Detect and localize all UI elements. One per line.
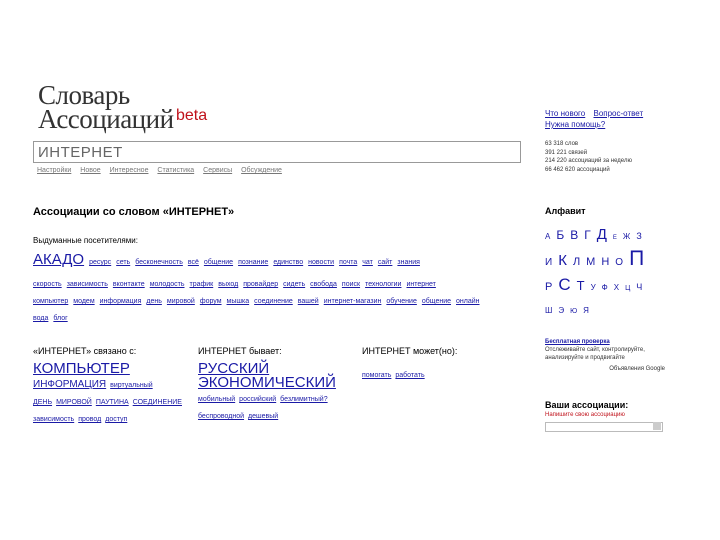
alphabet-letter-link[interactable]: Е (612, 235, 617, 241)
association-link[interactable]: вашей (297, 298, 319, 305)
alphabet-letter-link[interactable]: У (590, 283, 596, 292)
connected-heading: «ИНТЕРНЕТ» связано с: (33, 346, 137, 356)
alphabet-heading: Алфавит (545, 206, 586, 216)
your-associations-hint: Напишите свою ассоциацию (545, 412, 625, 418)
alphabet-letter-link[interactable]: З (636, 231, 642, 241)
association-link[interactable]: интернет (406, 281, 436, 288)
association-link[interactable]: познание (238, 259, 269, 266)
association-link[interactable]: АКАДО (33, 251, 85, 268)
association-link[interactable]: свобода (310, 281, 337, 288)
association-link[interactable]: общение (203, 259, 234, 266)
connected-word-link[interactable]: провод (78, 416, 102, 423)
association-link[interactable]: трафик (189, 281, 214, 288)
connected-list (33, 362, 193, 427)
association-link[interactable]: обучение (386, 298, 417, 305)
ad-link[interactable]: Бесплатная проверка (545, 339, 610, 345)
connected-word-link[interactable]: СОЕДИНЕНИЕ (132, 399, 182, 406)
association-link[interactable]: бесконечность (135, 259, 183, 266)
alphabet-letter-link[interactable]: М (586, 256, 596, 268)
alphabet-row-1 (545, 226, 665, 244)
alphabet-letter-link[interactable]: Э (558, 306, 565, 315)
search-input[interactable] (33, 141, 521, 163)
association-link[interactable]: информация (99, 298, 142, 305)
association-submit-button[interactable] (653, 422, 661, 430)
connected-word-link[interactable]: зависимость (33, 416, 75, 423)
alphabet-letter-link[interactable]: Д (596, 226, 607, 243)
association-link[interactable]: сидеть (283, 281, 306, 288)
connected-word-link[interactable]: виртуальный (110, 382, 153, 389)
association-link[interactable]: интернет-магазин (323, 298, 382, 305)
connected-word-link[interactable]: доступ (105, 416, 128, 423)
stat-links: 391 221 связей (545, 149, 588, 156)
site-stats (545, 140, 632, 174)
alphabet-letter-link[interactable]: Т (576, 278, 585, 293)
is-word-link[interactable]: российский (239, 396, 277, 403)
alphabet-letter-link[interactable]: Р (545, 281, 553, 293)
alphabet-letter-link[interactable]: О (615, 257, 624, 268)
association-link[interactable]: блог (53, 315, 68, 322)
association-link[interactable]: модем (73, 298, 95, 305)
nav-links (37, 167, 289, 174)
association-link[interactable]: ресурс (89, 259, 112, 266)
your-associations-heading: Ваши ассоциации: (545, 400, 629, 410)
alphabet-letter-link[interactable]: Я (583, 306, 589, 315)
association-link[interactable]: чат (362, 259, 373, 266)
faq-link[interactable]: Вопрос-ответ (593, 109, 644, 118)
is-heading: ИНТЕРНЕТ бывает: (198, 346, 282, 356)
alphabet-letter-link[interactable]: Н (601, 256, 610, 268)
association-link[interactable]: технологии (365, 281, 402, 288)
association-link[interactable]: сайт (377, 259, 393, 266)
is-list (198, 362, 348, 424)
association-link[interactable]: почта (339, 259, 358, 266)
association-link[interactable]: всё (187, 259, 199, 266)
can-list (362, 366, 512, 383)
alphabet-letter-link[interactable]: Ш (545, 306, 553, 315)
association-link[interactable]: онлайн (456, 298, 480, 305)
alphabet-letter-link[interactable]: А (545, 232, 551, 241)
association-link[interactable]: выход (218, 281, 239, 288)
connected-word-link[interactable]: КОМПЬЮТЕР (33, 360, 130, 377)
association-link[interactable]: вода (33, 315, 49, 322)
alphabet-letter-link[interactable]: Ч (636, 282, 643, 292)
stat-words: 63 318 слов (545, 141, 579, 147)
is-word-link[interactable]: безлимитный? (280, 396, 328, 403)
association-link[interactable]: единство (273, 259, 304, 266)
alphabet-letter-link[interactable]: Б (556, 228, 565, 242)
association-link[interactable]: день (146, 298, 162, 305)
alphabet-letter-link[interactable]: Ж (622, 232, 631, 241)
association-input[interactable] (545, 422, 663, 432)
association-link[interactable]: знания (397, 259, 420, 266)
nav-link-interesting[interactable]: Интересное (109, 167, 149, 174)
alphabet-letter-link[interactable]: В (570, 228, 579, 242)
association-link[interactable]: зависимость (66, 281, 108, 288)
user-associations-heading: Выдуманные посетителями: (33, 236, 138, 245)
association-link[interactable]: новости (308, 259, 335, 266)
alphabet-letter-link[interactable]: Ц (625, 285, 631, 292)
alphabet-row-4 (545, 300, 665, 318)
is-word-link[interactable]: мобильный (198, 396, 236, 403)
whats-new-link[interactable]: Что нового (545, 109, 586, 118)
alphabet-row-2 (545, 247, 665, 271)
alphabet-letter-link[interactable]: Г (584, 228, 591, 242)
is-word-link[interactable]: беспроводной (198, 413, 245, 420)
ads-by-google[interactable]: Объявления Google (609, 366, 665, 372)
nav-link-settings[interactable]: Настройки (37, 167, 72, 174)
alphabet-letter-link[interactable]: Ф (601, 283, 608, 292)
connected-word-link[interactable]: ИНФОРМАЦИЯ (33, 379, 107, 390)
alphabet-letter-link[interactable]: С (558, 275, 571, 294)
nav-link-services[interactable]: Сервисы (203, 167, 233, 174)
alphabet-letter-link[interactable]: И (545, 257, 553, 268)
ad-text-2: анализируйте и продвигайте (545, 355, 625, 361)
google-ad (545, 338, 675, 373)
help-link[interactable]: Нужна помощь? (545, 120, 606, 129)
is-word-link[interactable]: РУССКИЙ (198, 360, 270, 377)
tag-row-1 (33, 251, 508, 271)
association-link[interactable]: компьютер (33, 298, 69, 305)
association-link[interactable]: общение (421, 298, 452, 305)
association-link[interactable]: провайдер (243, 281, 279, 288)
top-links (545, 108, 643, 130)
page-title: Ассоциации со словом «ИНТЕРНЕТ» (33, 206, 235, 218)
alphabet-row-3 (545, 275, 665, 295)
association-link[interactable]: молодость (149, 281, 185, 288)
alphabet-letter-link[interactable]: Ю (570, 308, 578, 315)
ad-text-1: Отслеживайте сайт, контролируйте, (545, 347, 645, 353)
can-heading: ИНТЕРНЕТ может(но): (362, 346, 458, 356)
alphabet-letter-link[interactable]: Х (613, 283, 620, 292)
can-word-link[interactable]: работать (395, 372, 425, 379)
connected-word-link[interactable]: ДЕНЬ (33, 399, 53, 406)
nav-link-discussion[interactable]: Обсуждение (241, 167, 282, 174)
can-word-link[interactable]: помогать (362, 372, 392, 379)
association-link[interactable]: мировой (166, 298, 195, 305)
nav-link-new[interactable]: Новое (80, 167, 101, 174)
association-link[interactable]: соединение (254, 298, 293, 305)
is-word-link[interactable]: ЭКОНОМИЧЕСКИЙ (198, 374, 336, 391)
alphabet-letter-link[interactable]: Л (572, 256, 581, 268)
connected-word-link[interactable]: ПАУТИНА (95, 399, 129, 406)
tag-row-4 (33, 307, 508, 327)
association-link[interactable]: скорость (33, 281, 62, 288)
is-word-link[interactable]: дешевый (248, 413, 279, 420)
connected-word-link[interactable]: МИРОВОЙ (56, 399, 92, 406)
stat-total: 66 462 620 ассоциаций (545, 166, 610, 173)
alphabet-letter-link[interactable]: К (558, 252, 567, 269)
association-link[interactable]: мышка (226, 298, 250, 305)
nav-link-stats[interactable]: Статистика (157, 167, 195, 174)
stat-week: 214 220 ассоциаций за неделю (545, 158, 632, 164)
association-link[interactable]: поиск (341, 281, 361, 288)
association-link[interactable]: форум (199, 298, 222, 305)
logo-line-1: Словарь (38, 80, 130, 110)
association-link[interactable]: сеть (116, 259, 131, 266)
logo-line-2: Ассоциаций (38, 104, 174, 134)
beta-label: beta (176, 107, 208, 124)
alphabet-letter-link[interactable]: П (629, 247, 645, 270)
association-link[interactable]: вконтакте (112, 281, 145, 288)
